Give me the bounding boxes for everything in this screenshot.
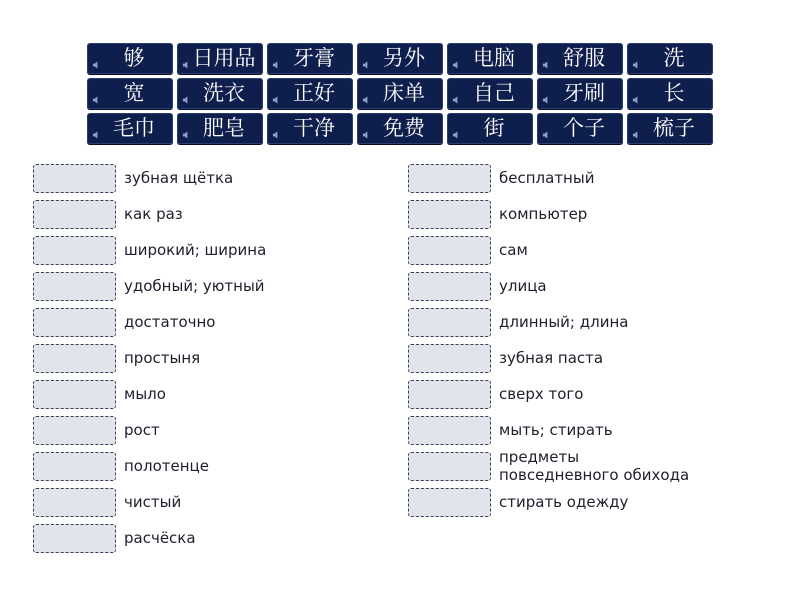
word-tile-label: 牙刷 xyxy=(563,81,605,105)
word-tile[interactable] xyxy=(87,78,173,109)
drop-slot[interactable] xyxy=(408,344,491,373)
definition-text: расчёска xyxy=(124,529,196,547)
word-tile-label: 正好 xyxy=(293,81,335,105)
speaker-icon[interactable] xyxy=(92,124,101,133)
drop-slot[interactable] xyxy=(408,452,491,481)
definition-column-left xyxy=(33,163,266,559)
speaker-icon[interactable] xyxy=(542,124,551,133)
match-row xyxy=(33,415,266,445)
word-tile[interactable] xyxy=(537,113,623,144)
drop-slot[interactable] xyxy=(408,164,491,193)
definition-text: сверх того xyxy=(499,385,584,403)
word-tile-label: 日用品 xyxy=(192,46,256,70)
definition-text: улица xyxy=(499,277,547,295)
definition-text: мыть; стирать xyxy=(499,421,613,439)
match-row xyxy=(408,487,689,517)
match-row xyxy=(33,163,266,193)
speaker-icon[interactable] xyxy=(452,54,461,63)
match-row xyxy=(408,307,689,337)
drop-slot[interactable] xyxy=(408,200,491,229)
word-tile[interactable] xyxy=(447,78,533,109)
match-row xyxy=(33,307,266,337)
match-row xyxy=(33,451,266,481)
drop-slot[interactable] xyxy=(33,488,116,517)
drop-slot[interactable] xyxy=(33,164,116,193)
speaker-icon[interactable] xyxy=(362,89,371,98)
match-row xyxy=(408,415,689,445)
definition-text: стирать одежду xyxy=(499,493,629,511)
word-tile[interactable] xyxy=(447,113,533,144)
word-tile[interactable] xyxy=(627,113,713,144)
word-tile[interactable] xyxy=(357,78,443,109)
definition-text: мыло xyxy=(124,385,166,403)
word-tile[interactable] xyxy=(537,43,623,74)
match-row xyxy=(33,523,266,553)
speaker-icon[interactable] xyxy=(632,89,641,98)
drop-slot[interactable] xyxy=(408,488,491,517)
drop-slot[interactable] xyxy=(33,200,116,229)
drop-slot[interactable] xyxy=(408,272,491,301)
definition-text: сам xyxy=(499,241,528,259)
definition-text: широкий; ширина xyxy=(124,241,267,259)
speaker-icon[interactable] xyxy=(452,89,461,98)
drop-slot[interactable] xyxy=(33,452,116,481)
definition-text: компьютер xyxy=(499,205,588,223)
match-row xyxy=(33,271,266,301)
word-tile-label: 宽 xyxy=(123,81,145,105)
word-tile-label: 电脑 xyxy=(473,46,515,70)
word-tile[interactable] xyxy=(87,43,173,74)
match-row xyxy=(408,379,689,409)
drop-slot[interactable] xyxy=(408,380,491,409)
word-tile-bank xyxy=(87,43,713,148)
word-tile[interactable] xyxy=(447,43,533,74)
word-tile[interactable] xyxy=(177,113,263,144)
definition-text: достаточно xyxy=(124,313,216,331)
word-tile-label: 舒服 xyxy=(563,46,605,70)
definition-text: удобный; уютный xyxy=(124,277,265,295)
speaker-icon[interactable] xyxy=(182,89,191,98)
match-row xyxy=(33,379,266,409)
word-tile-label: 毛巾 xyxy=(113,116,155,140)
word-tile-label: 洗衣 xyxy=(203,81,245,105)
match-row xyxy=(33,199,266,229)
match-row xyxy=(408,271,689,301)
speaker-icon[interactable] xyxy=(182,124,191,133)
drop-slot[interactable] xyxy=(33,524,116,553)
word-tile[interactable] xyxy=(87,113,173,144)
drop-slot[interactable] xyxy=(408,236,491,265)
tile-row xyxy=(87,43,713,74)
speaker-icon[interactable] xyxy=(182,54,191,63)
word-tile-label: 床单 xyxy=(383,81,425,105)
word-tile[interactable] xyxy=(267,78,353,109)
drop-slot[interactable] xyxy=(408,308,491,337)
word-tile-label: 干净 xyxy=(293,116,335,140)
speaker-icon[interactable] xyxy=(272,54,281,63)
speaker-icon[interactable] xyxy=(542,54,551,63)
word-tile-label: 自己 xyxy=(473,81,515,105)
definition-text: зубная паста xyxy=(499,349,604,367)
speaker-icon[interactable] xyxy=(272,89,281,98)
drop-slot[interactable] xyxy=(33,272,116,301)
drop-slot[interactable] xyxy=(33,344,116,373)
tile-row xyxy=(87,78,713,109)
definition-text: чистый xyxy=(124,493,182,511)
definition-text: зубная щётка xyxy=(124,169,234,187)
speaker-icon[interactable] xyxy=(272,124,281,133)
drop-slot[interactable] xyxy=(408,416,491,445)
speaker-icon[interactable] xyxy=(452,124,461,133)
word-tile[interactable] xyxy=(627,78,713,109)
match-row xyxy=(408,163,689,193)
word-tile[interactable] xyxy=(177,43,263,74)
match-row xyxy=(33,235,266,265)
word-tile-label: 够 xyxy=(123,46,145,70)
word-tile-label: 另外 xyxy=(383,46,425,70)
speaker-icon[interactable] xyxy=(92,89,101,98)
speaker-icon[interactable] xyxy=(362,124,371,133)
drop-slot[interactable] xyxy=(33,236,116,265)
definition-text: полотенце xyxy=(124,457,209,475)
definition-text: длинный; длина xyxy=(499,313,629,331)
drop-slot[interactable] xyxy=(33,308,116,337)
definition-text: предметы повседневного обихода xyxy=(499,448,690,484)
word-tile[interactable] xyxy=(267,43,353,74)
match-row xyxy=(408,199,689,229)
drop-slot[interactable] xyxy=(33,416,116,445)
speaker-icon[interactable] xyxy=(632,124,641,133)
word-tile[interactable] xyxy=(177,78,263,109)
definition-text: как раз xyxy=(124,205,183,223)
word-tile-label: 洗 xyxy=(663,46,685,70)
definition-text: рост xyxy=(124,421,160,439)
word-tile-label: 肥皂 xyxy=(203,116,245,140)
definition-text: бесплатный xyxy=(499,169,595,187)
speaker-icon[interactable] xyxy=(632,54,641,63)
speaker-icon[interactable] xyxy=(92,54,101,63)
drop-slot[interactable] xyxy=(33,380,116,409)
definition-column-right xyxy=(408,163,689,523)
match-row xyxy=(33,487,266,517)
match-row xyxy=(408,448,690,484)
word-tile-label: 牙膏 xyxy=(293,46,335,70)
speaker-icon[interactable] xyxy=(362,54,371,63)
match-row xyxy=(408,343,689,373)
word-tile-label: 街 xyxy=(483,116,505,140)
word-tile[interactable] xyxy=(357,43,443,74)
word-tile[interactable] xyxy=(267,113,353,144)
match-row xyxy=(408,235,689,265)
tile-row xyxy=(87,113,713,144)
word-tile[interactable] xyxy=(357,113,443,144)
word-tile-label: 长 xyxy=(663,81,685,105)
word-tile[interactable] xyxy=(627,43,713,74)
word-tile-label: 免费 xyxy=(383,116,425,140)
definition-text: простыня xyxy=(124,349,201,367)
word-tile-label: 个子 xyxy=(563,116,605,140)
word-tile-label: 梳子 xyxy=(653,116,695,140)
match-row xyxy=(33,343,266,373)
word-tile[interactable] xyxy=(537,78,623,109)
speaker-icon[interactable] xyxy=(542,89,551,98)
